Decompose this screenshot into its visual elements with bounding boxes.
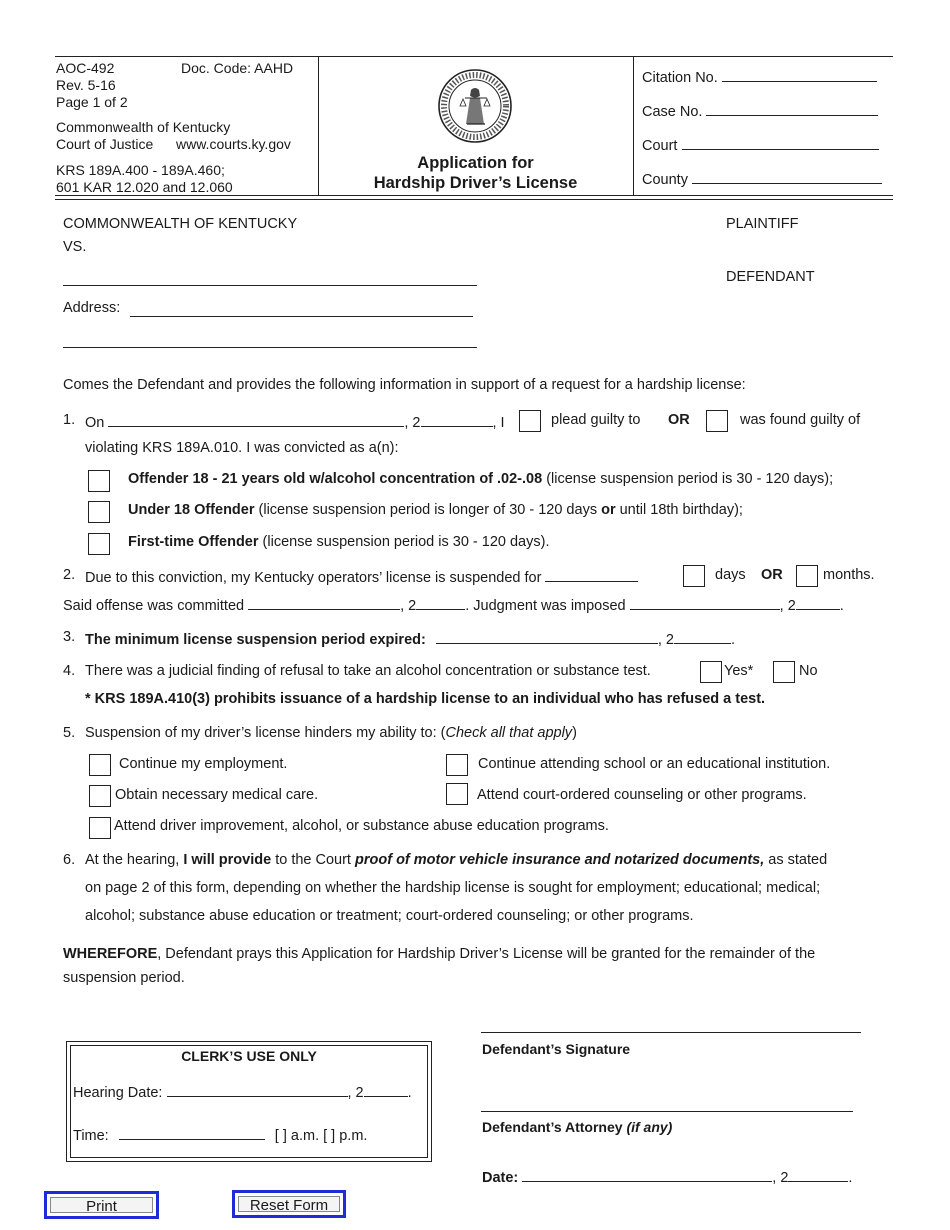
item1-num: 1. [63,412,76,428]
item3-num: 3. [63,629,76,645]
judgment-date-field[interactable] [630,595,780,610]
intro-text: Comes the Defendant and provides the following information in support of a request for a hardship license: [63,377,746,393]
refusal-no-checkbox[interactable] [773,661,795,683]
hearing-date-line: Hearing Date: , 2 . [73,1082,412,1101]
time-field[interactable] [119,1125,265,1140]
address-field-1[interactable] [130,316,473,317]
under-18-checkbox[interactable] [88,501,110,523]
item1-line2: violating KRS 189A.010. I was convicted as a(n): [85,440,399,456]
offender-18-21-label: Offender 18 - 21 years old w/alcohol concentration of .02-.08 (license suspension period is 30 - 120 days); [128,471,834,487]
item1-date-line: On , 2 , I [85,412,505,431]
wherefore-line2: suspension period. [63,970,185,986]
item2-text: Due to this conviction, my Kentucky operators’ license is suspended for [85,567,638,586]
signature-year-field[interactable] [788,1167,848,1182]
refusal-note: * KRS 189A.410(3) prohibits issuance of a hardship license to an individual who has refused a test. [85,691,766,707]
org-court: Court of Justice [56,136,154,152]
offender-18-21-checkbox[interactable] [88,470,110,492]
item2-num: 2. [63,567,76,583]
item6-num: 6. [63,852,76,868]
clerk-title: CLERK’S USE ONLY [181,1048,317,1064]
item2-line2: Said offense was committed , 2 . Judgment was imposed , 2 . [63,595,844,614]
form-title-line-1: Application for [417,154,534,172]
header-top-rule [55,56,893,57]
days-checkbox[interactable] [683,565,705,587]
education-programs-label: Attend driver improvement, alcohol, or substance abuse education programs. [114,818,609,834]
suspension-length-field[interactable] [545,567,638,582]
revision: Rev. 5-16 [56,77,116,93]
education-programs-checkbox[interactable] [89,817,111,839]
plead-guilty-label: plead guilty to [551,412,641,428]
plead-guilty-checkbox[interactable] [519,410,541,432]
plaintiff-label: PLAINTIFF [726,216,799,232]
doc-code: Doc. Code: AAHD [181,60,294,76]
page-number: Page 1 of 2 [56,94,128,110]
reset-form-button-label: Reset Form [238,1196,340,1212]
form-id: AOC-492 [56,60,115,76]
expiry-year-field[interactable] [674,629,731,644]
address-field-2[interactable] [63,347,477,348]
org-website: www.courts.ky.gov [176,136,291,152]
employment-label: Continue my employment. [119,756,288,772]
county-field[interactable]: County [642,169,882,188]
reset-form-button[interactable] [232,1190,346,1218]
or-label: OR [668,412,690,428]
item6-line2: on page 2 of this form, depending on whether the hardship license is sought for employment; educational; medical; [85,880,821,896]
employment-checkbox[interactable] [89,754,111,776]
vs-label: VS. [63,239,87,255]
court-field[interactable]: Court [642,135,879,154]
refusal-no-label: No [799,663,818,679]
item4-text: There was a judicial finding of refusal to take an alcohol concentration or substance test. [85,663,651,679]
first-time-checkbox[interactable] [88,533,110,555]
counseling-checkbox[interactable] [446,783,468,805]
form-title-line-2: Hardship Driver’s License [373,174,578,192]
date-line: Date: , 2 . [482,1167,852,1186]
medical-label: Obtain necessary medical care. [115,787,319,803]
item3-text: The minimum license suspension period expired: , 2 . [85,629,735,648]
defendant-signature-label: Defendant’s Signature [482,1041,631,1057]
attorney-label: Defendant’s Attorney (if any) [482,1119,673,1135]
item5-num: 5. [63,725,76,741]
offense-date-field[interactable] [248,595,400,610]
item2-or-label: OR [761,567,783,583]
case-number-field[interactable]: Case No. [642,101,878,120]
defendant-name-field[interactable] [63,285,477,286]
commonwealth-label: COMMONWEALTH OF KENTUCKY [63,216,298,232]
item5-text: Suspension of my driver’s license hinders my ability to: (Check all that apply) [85,725,577,741]
item6-line1: At the hearing, I will provide to the Court proof of motor vehicle insurance and notarized documents, as stated [85,852,828,868]
days-label: days [715,567,746,583]
defendant-signature-field[interactable] [481,1032,861,1033]
header-divider-right [633,56,634,195]
refusal-yes-label: Yes* [724,663,754,679]
hearing-year-field[interactable] [364,1082,408,1097]
org-name: Commonwealth of Kentucky [56,119,231,135]
first-time-label: First-time Offender (license suspension period is 30 - 120 days). [128,534,550,550]
expiry-date-field[interactable] [436,629,658,644]
found-guilty-label: was found guilty of [740,412,861,428]
offense-year-field[interactable] [416,595,465,610]
defendant-label: DEFENDANT [726,269,815,285]
header-bottom-rule-2 [55,199,893,200]
address-label: Address: [63,300,121,316]
under-18-label: Under 18 Offender (license suspension period is longer of 30 - 120 days or until 18th birthday); [128,502,743,518]
item4-num: 4. [63,663,76,679]
statute-line-2: 601 KAR 12.020 and 12.060 [56,179,233,195]
signature-date-field[interactable] [522,1167,772,1182]
conviction-date-field[interactable] [108,412,404,427]
refusal-yes-checkbox[interactable] [700,661,722,683]
wherefore-line1: WHEREFORE, Defendant prays this Application for Hardship Driver’s License will be granted for the remainder of the [63,946,816,962]
hearing-date-field[interactable] [167,1082,348,1097]
court-seal-icon [437,68,513,144]
medical-checkbox[interactable] [89,785,111,807]
item6-line3: alcohol; substance abuse education or treatment; court-ordered counseling; or other programs. [85,908,694,924]
print-button-label: Print [50,1197,153,1213]
found-guilty-checkbox[interactable] [706,410,728,432]
conviction-year-field[interactable] [421,412,493,427]
attorney-signature-field[interactable] [481,1111,853,1112]
citation-field[interactable]: Citation No. [642,67,877,86]
months-checkbox[interactable] [796,565,818,587]
school-label: Continue attending school or an educational institution. [478,756,831,772]
print-button[interactable] [44,1191,159,1219]
judgment-year-field[interactable] [796,595,840,610]
time-line: Time: [ ] a.m. [ ] p.m. [73,1125,367,1144]
statute-line-1: KRS 189A.400 - 189A.460; [56,162,225,178]
counseling-label: Attend court-ordered counseling or other programs. [477,787,807,803]
months-label: months. [823,567,875,583]
school-checkbox[interactable] [446,754,468,776]
